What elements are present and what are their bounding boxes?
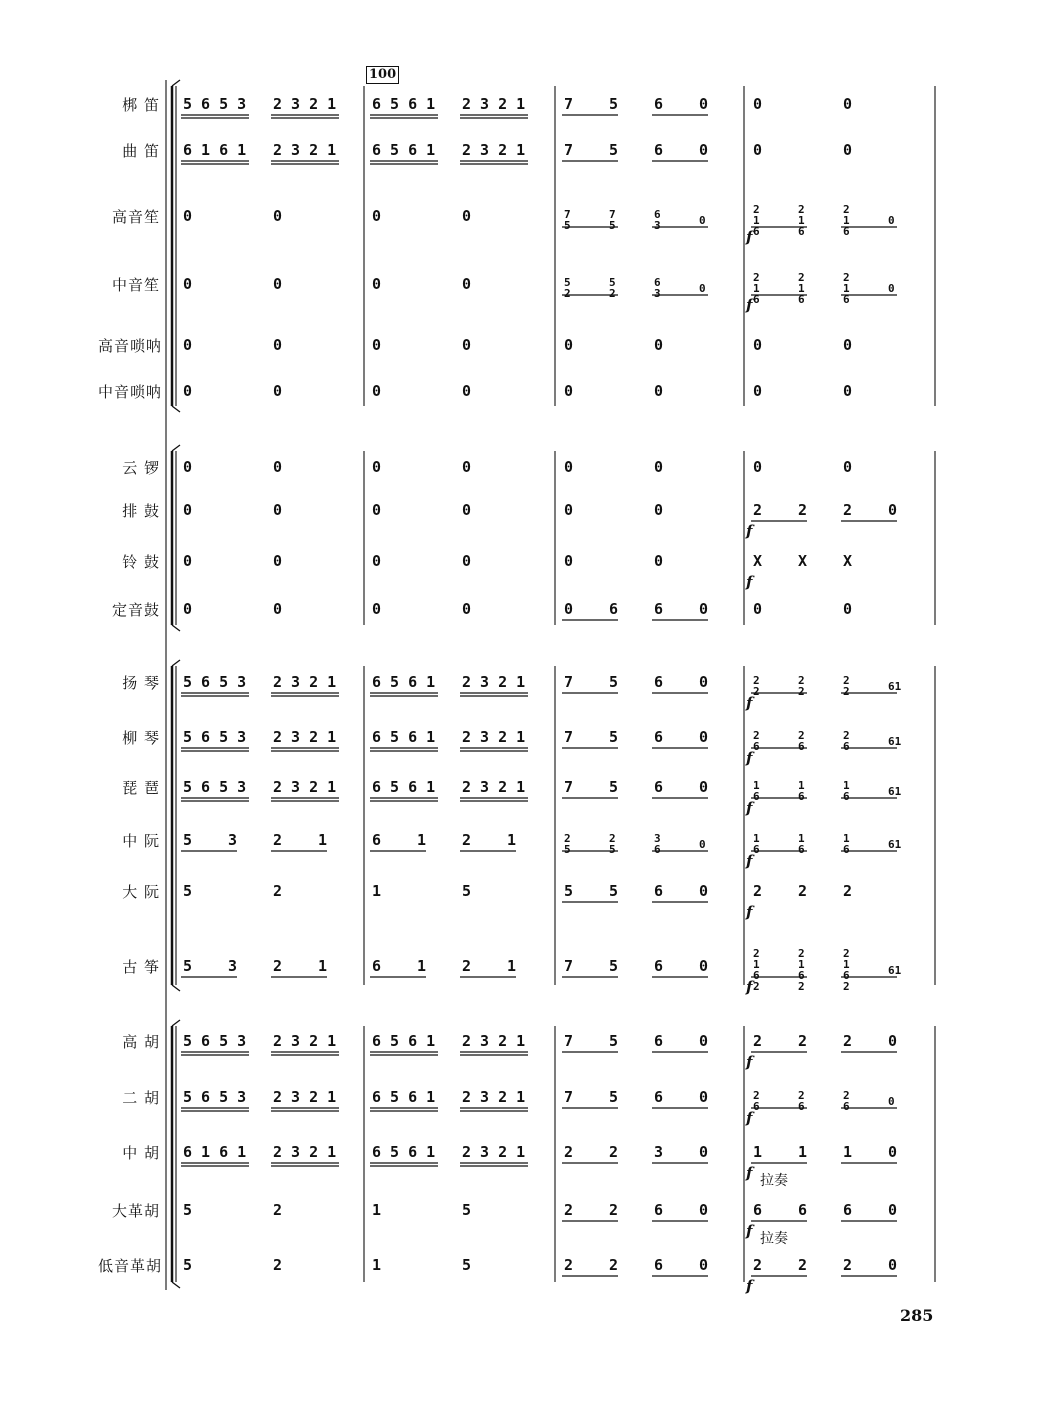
note-group: 0 [273,382,283,400]
chord-0-2-3: 2 1 6 [798,202,805,238]
note-group: 1 [417,957,427,975]
note-group: 0 [273,552,283,570]
instrument-name: 二 胡 [122,1089,160,1107]
note-group: 6 5 6 1 [372,95,436,113]
note-group: 0 [753,382,763,400]
note-group: 6 5 6 1 [372,778,436,796]
note-group: 0 [699,1256,709,1274]
note-group: 0 [183,382,193,400]
note-group: 5 [462,1201,472,1219]
rehearsal-mark: 100 [366,66,399,84]
chord-2-3-3: 1 6 [798,832,805,856]
note-group: 5 6 5 3 [183,95,247,113]
note-group: 0 [699,600,709,618]
note-group: 5 [609,673,619,691]
note-group: 2 [273,957,283,975]
chord-2-2-3: 61 [888,784,902,798]
note-group: 2 3 2 1 [273,1088,337,1106]
note-group: 0 [699,95,709,113]
note-group: 5 [609,728,619,746]
note-group: 7 [564,141,574,159]
note-group: 6 [654,778,664,796]
note-group: 7 [564,957,574,975]
note-group: 1 [318,957,328,975]
instrument-name: 古 筝 [122,958,160,976]
instrument-name: 中音唢呐 [98,383,163,401]
note-group: 6 [372,957,382,975]
instrument-name: 低音革胡 [98,1257,163,1275]
instrument-name: 琵 琶 [122,779,160,797]
note-group: 0 [753,95,763,113]
note-group: 1 [417,831,427,849]
note-group: 2 3 2 1 [462,95,526,113]
note-group: 6 [843,1201,853,1219]
note-group: 5 [183,882,193,900]
note-group: 5 6 5 3 [183,1088,247,1106]
note-group: 1 [372,882,382,900]
note-group: 0 [699,1143,709,1161]
note-group: 0 [699,1032,709,1050]
note-group: 2 [798,1032,808,1050]
note-group: 0 [462,501,472,519]
note-group: 2 3 2 1 [462,1143,526,1161]
note-group: 0 [843,458,853,476]
dynamic-marking: f [746,694,753,712]
note-group: 6 [609,600,619,618]
note-group: 6 5 6 1 [372,1032,436,1050]
note-group: 2 3 2 1 [462,728,526,746]
note-group: 6 1 6 1 [183,141,247,159]
note-group: 7 [564,95,574,113]
note-group: 0 [183,600,193,618]
note-group: 6 [654,95,664,113]
technique-marking: 拉奏 [760,1231,788,1247]
note-group: X [753,552,763,570]
note-group: 0 [843,600,853,618]
note-group: 0 [888,1201,898,1219]
chord-3-1-3: 2 6 [843,1089,850,1113]
note-group: 0 [843,95,853,113]
note-group: X [798,552,808,570]
note-group: 0 [183,501,193,519]
note-group: 6 5 6 1 [372,728,436,746]
chord-3-1-3: 0 [888,1094,895,1108]
chord-0-3-3: 2 1 6 [753,270,760,306]
note-group: 0 [699,882,709,900]
instrument-name: 梆 笛 [122,96,160,114]
chord-2-3-2: 0 [699,837,706,851]
chord-0-3-2: 0 [699,281,706,295]
note-group: 5 6 5 3 [183,778,247,796]
chord-2-3-2: 2 5 [564,832,571,856]
note-group: 5 [462,882,472,900]
note-group: 0 [654,336,664,354]
chord-2-0-3: 2 2 [753,674,760,698]
note-group: 0 [462,600,472,618]
note-group: 2 3 2 1 [462,141,526,159]
instrument-name: 大革胡 [111,1202,160,1220]
note-group: 0 [699,1201,709,1219]
dynamic-marking: f [746,228,753,246]
note-group: 2 3 2 1 [273,1143,337,1161]
note-group: 0 [462,275,472,293]
chord-2-3-2: 3 6 [654,832,661,856]
note-group: 0 [753,600,763,618]
instrument-name: 大 阮 [122,883,160,901]
instrument-name: 扬 琴 [122,674,160,692]
chord-0-2-3: 2 1 6 [843,202,850,238]
instrument-name: 定音鼓 [111,601,160,619]
note-group: 2 [273,831,283,849]
note-group: 5 [462,1256,472,1274]
note-group: 2 [564,1143,574,1161]
instrument-name: 铃 鼓 [122,553,160,571]
note-group: 0 [888,1032,898,1050]
note-group: 6 1 6 1 [183,1143,247,1161]
chord-2-5-3: 2 1 6 2 [753,947,760,993]
chord-0-3-3: 0 [888,281,895,295]
note-group: 1 [318,831,328,849]
page-number: 285 [900,1306,934,1325]
note-group: 0 [699,141,709,159]
note-group: 7 [564,728,574,746]
chord-3-1-3: 2 6 [753,1089,760,1113]
chord-2-2-3: 1 6 [843,779,850,803]
chord-0-2-2: 0 [699,213,706,227]
note-group: 0 [564,600,574,618]
note-group: 3 [654,1143,664,1161]
note-group: 0 [564,336,574,354]
note-group: 1 [753,1143,763,1161]
note-group: 6 [654,1088,664,1106]
dynamic-marking: f [746,522,753,540]
chord-2-5-3: 61 [888,963,902,977]
note-group: 1 [507,957,517,975]
note-group: 0 [462,207,472,225]
note-group: 0 [753,336,763,354]
chord-0-3-3: 2 1 6 [798,270,805,306]
instrument-name: 曲 笛 [122,142,160,160]
chord-2-1-3: 2 6 [843,729,850,753]
note-group: 0 [372,552,382,570]
note-group: 2 3 2 1 [273,728,337,746]
instrument-name: 排 鼓 [122,502,160,520]
note-group: 2 3 2 1 [273,1032,337,1050]
note-group: 1 [798,1143,808,1161]
note-group: 6 [372,831,382,849]
note-group: 0 [372,382,382,400]
note-group: 1 [507,831,517,849]
note-group: 2 3 2 1 [273,673,337,691]
note-group: 0 [843,336,853,354]
note-group: 2 [753,1032,763,1050]
note-group: 6 [654,600,664,618]
note-group: 1 [843,1143,853,1161]
note-group: 1 [372,1201,382,1219]
note-group: 0 [372,458,382,476]
dynamic-marking: f [746,978,753,996]
note-group: 0 [699,728,709,746]
note-group: 5 6 5 3 [183,673,247,691]
note-group: 2 [798,501,808,519]
note-group: 2 [753,1256,763,1274]
note-group: 2 [609,1256,619,1274]
instrument-name: 柳 琴 [122,729,160,747]
chord-0-3-3: 2 1 6 [843,270,850,306]
dynamic-marking: f [746,573,753,591]
note-group: 6 [654,1256,664,1274]
chord-0-2-2: 7 5 [609,208,616,232]
dynamic-marking: f [746,1109,753,1127]
note-group: 2 3 2 1 [462,673,526,691]
chord-0-2-3: 2 1 6 [753,202,760,238]
note-group: 6 [654,882,664,900]
note-group: 0 [273,600,283,618]
note-group: 5 [609,778,619,796]
note-group: 5 [609,1088,619,1106]
note-group: 6 [654,728,664,746]
note-group: 5 [183,831,193,849]
note-group: 6 5 6 1 [372,1143,436,1161]
instrument-name: 云 锣 [122,459,160,477]
note-group: 0 [654,382,664,400]
note-group: 6 [753,1201,763,1219]
instrument-name: 中音笙 [111,276,160,294]
note-group: 2 [273,882,283,900]
dynamic-marking: f [746,1053,753,1071]
note-group: 2 [273,1256,283,1274]
instrument-name: 高音笙 [111,208,160,226]
note-group: 5 6 5 3 [183,728,247,746]
note-group: 2 [564,1256,574,1274]
note-group: 0 [564,458,574,476]
dynamic-marking: f [746,749,753,767]
note-group: 5 [564,882,574,900]
chord-2-3-3: 1 6 [843,832,850,856]
note-group: 2 [273,1201,283,1219]
note-group: 2 [843,501,853,519]
note-group: 0 [183,552,193,570]
note-group: 5 [183,1201,193,1219]
note-group: 2 [564,1201,574,1219]
chord-2-1-3: 2 6 [798,729,805,753]
note-group: 7 [564,673,574,691]
note-group: 5 [183,1256,193,1274]
note-group: 0 [564,501,574,519]
note-group: 7 [564,1032,574,1050]
chord-0-3-2: 6 3 [654,276,661,300]
note-group: 3 [228,957,238,975]
note-group: 0 [183,458,193,476]
note-group: 0 [372,600,382,618]
note-group: 0 [273,207,283,225]
note-group: 2 3 2 1 [273,95,337,113]
instrument-name: 中 阮 [122,832,160,850]
chord-0-3-2: 5 2 [609,276,616,300]
note-group: 0 [273,336,283,354]
note-group: 2 3 2 1 [273,141,337,159]
note-group: 0 [273,458,283,476]
chord-2-0-3: 2 2 [798,674,805,698]
technique-marking: 拉奏 [760,1173,788,1189]
note-group: 2 3 2 1 [462,1032,526,1050]
note-group: 7 [564,778,574,796]
note-group: 0 [699,957,709,975]
note-group: 2 [843,1256,853,1274]
note-group: 6 [654,1032,664,1050]
chord-0-3-2: 5 2 [564,276,571,300]
note-group: 2 [798,882,808,900]
dynamic-marking: f [746,799,753,817]
chord-0-2-2: 7 5 [564,208,571,232]
note-group: 6 [654,1201,664,1219]
note-group: 0 [564,552,574,570]
dynamic-marking: f [746,903,753,921]
note-group: 1 [372,1256,382,1274]
note-group: 5 [183,957,193,975]
note-group: 2 [462,957,472,975]
chord-2-2-3: 1 6 [753,779,760,803]
dynamic-marking: f [746,296,753,314]
chord-2-5-3: 2 1 6 2 [798,947,805,993]
note-group: 0 [372,275,382,293]
note-group: 0 [273,501,283,519]
note-group: 0 [888,1256,898,1274]
chord-2-2-3: 1 6 [798,779,805,803]
note-group: 0 [654,501,664,519]
note-group: 0 [273,275,283,293]
note-group: 2 [609,1201,619,1219]
note-group: 2 [462,831,472,849]
note-group: 0 [462,382,472,400]
note-group: 0 [654,552,664,570]
dynamic-marking: f [746,1222,753,1240]
note-group: 2 3 2 1 [462,1088,526,1106]
note-group: 0 [843,382,853,400]
chord-0-2-2: 6 3 [654,208,661,232]
chord-2-5-3: 2 1 6 2 [843,947,850,993]
note-group: 5 [609,141,619,159]
chord-2-3-3: 1 6 [753,832,760,856]
note-group: 6 [654,957,664,975]
instrument-name: 高音唢呐 [98,337,163,355]
note-group: 0 [753,458,763,476]
note-group: 2 3 2 1 [273,778,337,796]
instrument-name: 高 胡 [122,1033,160,1051]
note-group: 0 [372,207,382,225]
note-group: 0 [462,336,472,354]
note-group: 5 6 5 3 [183,1032,247,1050]
note-group: 0 [843,141,853,159]
note-group: 2 [798,1256,808,1274]
note-group: 0 [462,552,472,570]
chord-2-3-2: 2 5 [609,832,616,856]
note-group: 5 [609,882,619,900]
note-group: 5 [609,95,619,113]
note-group: X [843,552,853,570]
note-group: 6 5 6 1 [372,1088,436,1106]
chord-2-0-3: 2 2 [843,674,850,698]
note-group: 0 [753,141,763,159]
note-group: 0 [462,458,472,476]
note-group: 7 [564,1088,574,1106]
note-group: 2 [753,501,763,519]
chord-2-1-3: 61 [888,734,902,748]
note-group: 2 [843,1032,853,1050]
note-group: 0 [183,336,193,354]
note-group: 0 [183,275,193,293]
note-group: 2 3 2 1 [462,778,526,796]
note-group: 5 [609,1032,619,1050]
chord-2-1-3: 2 6 [753,729,760,753]
note-group: 2 [753,882,763,900]
note-group: 6 [654,141,664,159]
instrument-name: 中 胡 [122,1144,160,1162]
chord-2-0-3: 61 [888,679,902,693]
note-group: 0 [699,1088,709,1106]
note-group: 0 [564,382,574,400]
note-group: 0 [654,458,664,476]
note-group: 0 [372,336,382,354]
note-group: 0 [888,501,898,519]
note-group: 6 5 6 1 [372,673,436,691]
note-group: 2 [843,882,853,900]
dynamic-marking: f [746,852,753,870]
note-group: 6 [798,1201,808,1219]
note-group: 0 [183,207,193,225]
dynamic-marking: f [746,1277,753,1295]
chord-2-3-3: 61 [888,837,902,851]
chord-0-2-3: 0 [888,213,895,227]
note-group: 0 [699,673,709,691]
note-group: 0 [888,1143,898,1161]
note-group: 5 [609,957,619,975]
dynamic-marking: f [746,1164,753,1182]
note-group: 2 [609,1143,619,1161]
chord-3-1-3: 2 6 [798,1089,805,1113]
note-group: 6 [654,673,664,691]
note-group: 0 [699,778,709,796]
note-group: 0 [372,501,382,519]
note-group: 6 5 6 1 [372,141,436,159]
note-group: 3 [228,831,238,849]
